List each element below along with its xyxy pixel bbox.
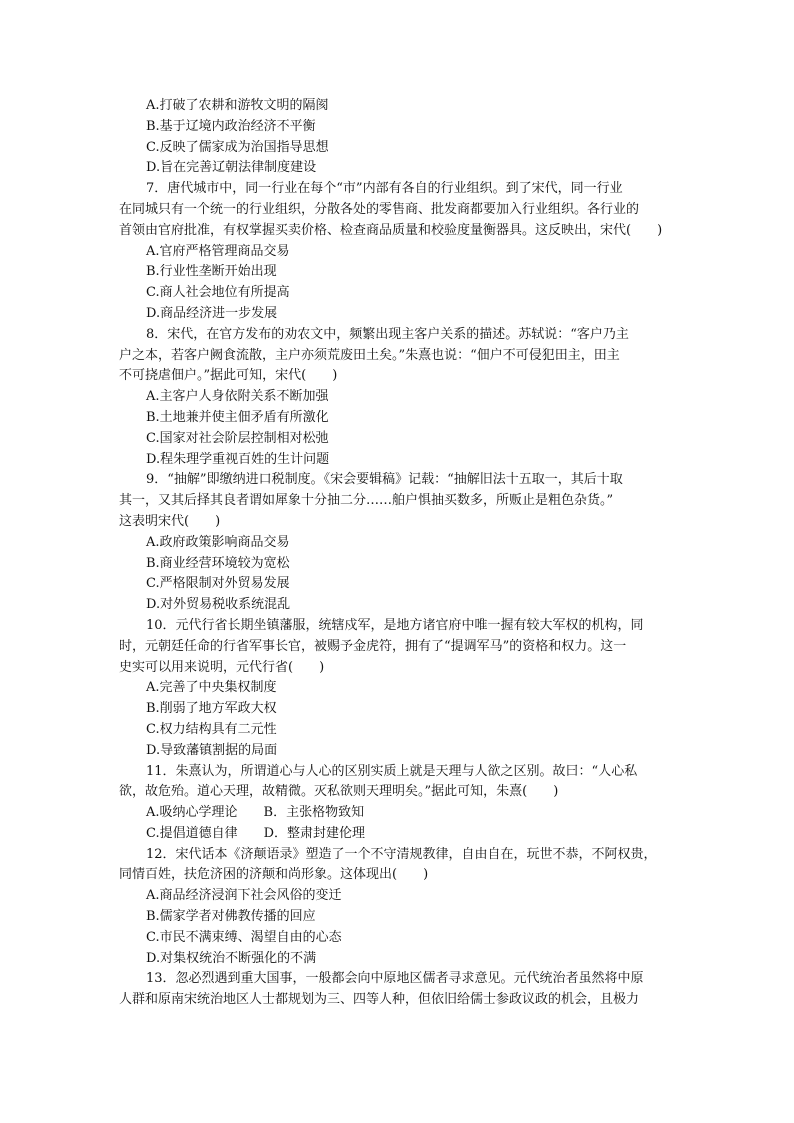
q12-option-b: B.儒家学者对佛教传播的回应 <box>146 909 316 925</box>
question-12 <box>119 845 675 970</box>
q10-stem-line: 10．元代行省长期坐镇藩服，统辖戍军，是地方诸官府中唯一握有较大军权的机构，同 <box>146 617 644 633</box>
q6-option-a: A.打破了农耕和游牧文明的隔阂 <box>146 98 329 113</box>
question-9 <box>119 470 675 616</box>
q12-option-d: D.对集权统治不断强化的不满 <box>146 950 317 966</box>
question-11 <box>119 762 675 845</box>
q10-option-a: A.完善了中央集权制度 <box>146 680 277 696</box>
q8-option-b: B.土地兼并使主佃矛盾有所激化 <box>146 409 329 425</box>
q9-option-c: C.严格限制对外贸易发展 <box>146 576 290 592</box>
q9-stem-line: 其一，又其后择其良者谓如犀象十分抽二分……舶户惧抽买数多，所贩止是粗色杂货。” <box>119 493 614 509</box>
q12-option-c: C.市民不满束缚、渴望自由的心态 <box>146 929 342 945</box>
q7-stem-line: 首领由官府批准，有权掌握买卖价格、检查商品质量和校验度量衡器具。这反映出，宋代( ) <box>119 222 663 238</box>
q9-option-d: D.对外贸易税收系统混乱 <box>146 597 291 613</box>
q8-option-c: C.国家对社会阶层控制相对松弛 <box>146 430 329 446</box>
q8-stem-line: 8．宋代，在官方发布的劝农文中，频繁出现主客户关系的描述。苏轼说：“客户乃主 <box>146 326 629 342</box>
q12-stem-line: 同情百姓，扶危济困的济颠和尚形象。这体现出( ) <box>119 867 429 883</box>
q6-option-b: B.基于辽境内政治经济不平衡 <box>146 118 316 134</box>
q7-option-a: A.官府严格管理商品交易 <box>146 243 290 259</box>
q9-option-b: B.商业经营环境较为宽松 <box>146 555 290 571</box>
q9-stem-line: 9．“抽解”即缴纳进口税制度。《宋会要辑稿》记载：“抽解旧法十五取一，其后十取 <box>146 472 623 488</box>
question-10 <box>119 616 675 762</box>
q9-option-a: A.政府政策影响商品交易 <box>146 534 290 550</box>
q10-option-d: D.导致藩镇割据的局面 <box>146 742 278 758</box>
q10-option-b: B.削弱了地方军政大权 <box>146 701 277 717</box>
q11-stem-line: 11．朱熹认为，所谓道心与人心的区别实质上就是天理与人欲之区别。故曰：“人心私 <box>146 763 638 779</box>
q8-stem-line: 不可挠虐佃户。”据此可知，宋代( ) <box>119 368 338 384</box>
q7-stem-line: 在同城只有一个统一的行业组织，分散各处的零售商、批发商都要加入行业组织。各行业的 <box>119 201 640 217</box>
q12-option-a: A.商品经济浸润下社会风俗的变迁 <box>146 888 342 904</box>
q13-stem-line: 人群和原南宋统治地区人士都规划为三、四等人种，但依旧给儒士参政议政的机会，且极力 <box>119 992 640 1008</box>
q7-option-d: D.商品经济进一步发展 <box>146 305 278 321</box>
q10-stem-line: 时，元朝廷任命的行省军事长官，被赐予金虎符，拥有了“提调军马”的资格和权力。这一 <box>119 638 627 654</box>
question-13 <box>119 969 675 1011</box>
q13-stem-line: 13．忽必烈遇到重大国事，一般都会向中原地区儒者寻求意见。元代统治者虽然将中原 <box>146 971 644 987</box>
q10-option-c: C.权力结构具有二元性 <box>146 721 277 737</box>
q11-options-ab: A.吸纳心学理论 B．主张格物致知 <box>146 805 365 821</box>
q12-stem-line: 12．宋代话本《济颠语录》塑造了一个不守清规教律，自由自在，玩世不恭，不阿权贵， <box>146 846 657 862</box>
q8-stem-line: 户之本，若客户阙食流散，主户亦须荒废田土矣。”朱熹也说：“佃户不可侵犯田主，田主 <box>119 347 620 363</box>
question-content <box>119 96 675 1011</box>
q6-option-c: C.反映了儒家成为治国指导思想 <box>146 139 329 155</box>
q8-option-d: D.程朱理学重视百姓的生计问题 <box>146 451 330 467</box>
q6-option-d: D.旨在完善辽朝法律制度建设 <box>146 160 317 176</box>
q7-option-c: C.商人社会地位有所提高 <box>146 285 290 301</box>
q10-stem-line: 史实可以用来说明，元代行省( ) <box>119 659 325 675</box>
q9-stem-line: 这表明宋代( ) <box>119 513 221 529</box>
q11-options-cd: C.提倡道德自律 D．整肃封建伦理 <box>146 825 366 841</box>
question-7 <box>119 179 675 325</box>
q7-stem-line: 7．唐代城市中，同一行业在每个“市”内部有各自的行业组织。到了宋代，同一行业 <box>146 181 623 197</box>
q8-option-a: A.主客户人身依附关系不断加强 <box>146 389 329 405</box>
q7-option-b: B.行业性垄断开始出现 <box>146 264 277 280</box>
question-8 <box>119 325 675 471</box>
q11-stem-line: 欲，故危殆。道心天理，故精微。灭私欲则天理明矣。”据此可知，朱熹( ) <box>119 784 559 800</box>
q6-options <box>119 96 675 179</box>
